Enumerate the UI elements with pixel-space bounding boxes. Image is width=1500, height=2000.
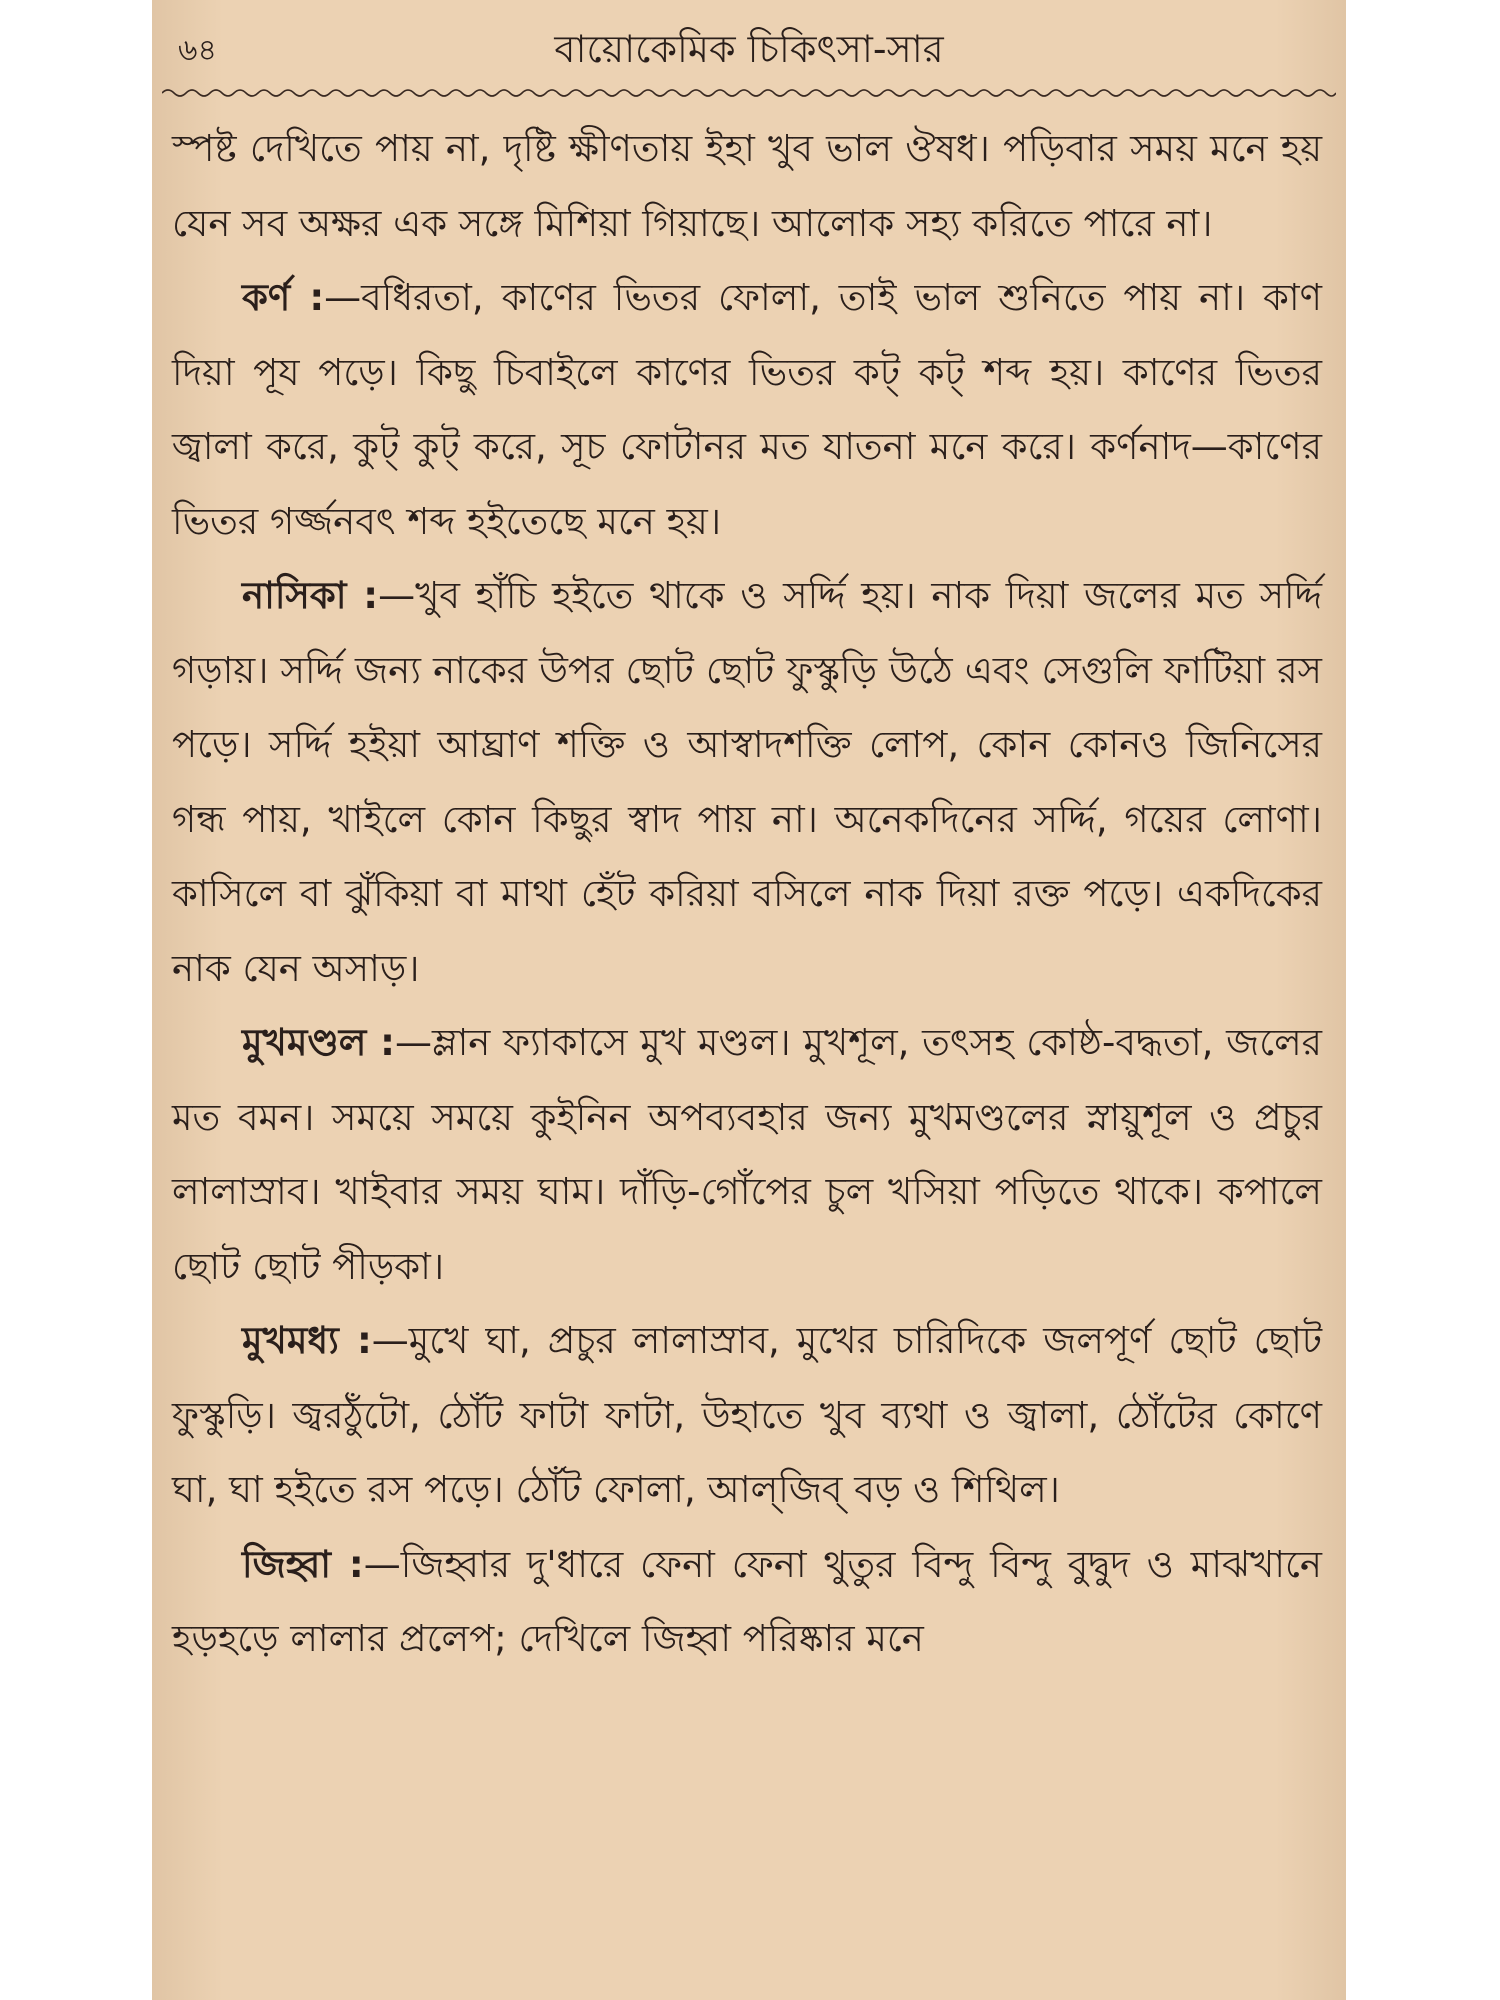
section-heading-tongue: জিহ্বা : <box>242 1542 364 1586</box>
page-body <box>172 112 1322 1677</box>
section-heading-ear: কর্ণ : <box>242 276 325 319</box>
paragraph-text: স্পষ্ট দেখিতে পায় না, দৃষ্টি ক্ষীণতায় ইহা খুব ভাল ঔষধ। পড়িবার সময় মনে হয় যেন সব অক্ষর এক সঙ্গে মিশিয়া গিয়াছে। আলোক সহ্য করিতে পারে না। <box>172 127 1322 245</box>
running-title: বায়োকেমিক চিকিৎসা-সার <box>554 27 944 71</box>
section-heading-nose: নাসিকা : <box>242 574 379 617</box>
paragraph-ear <box>172 261 1322 559</box>
paragraph-text: —খুব হাঁচি হইতে থাকে ও সর্দ্দি হয়। নাক দিয়া জলের মত সর্দ্দি গড়ায়। সর্দ্দি জন্য নাকের উপর ছোট ছোট ফুস্কুড়ি উঠে এবং সেগুলি ফাটিয়া রস পড়ে। সর্দ্দি হইয়া আঘ্রাণ শক্তি ও আস্বাদশক্তি লোপ, কোন কোনও জিনিসের গন্ধ পায়, খাইলে কোন কিছুর স্বাদ পায় না। অনেকদিনের সর্দ্দি, গয়ের লোণা। কাসিলে বা ঝুঁকিয়া বা মাথা হেঁট করিয়া বসিলে নাক দিয়া রক্ত পড়ে। একদিকের নাক যেন অসাড়। <box>172 574 1323 990</box>
paragraph-text: —ম্লান ফ্যাকাসে মুখ মণ্ডল। মুখশূল, তৎসহ কোষ্ঠ-বদ্ধতা, জলের মত বমন। সময়ে সময়ে কুইনিন অপব্যবহার জন্য মুখমণ্ডলের স্নায়ুশূল ও প্রচুর লালাস্রাব। খাইবার সময় ঘাম। দাঁড়ি-গোঁপের চুল খসিয়া পড়িতে থাকে। কপালে ছোট ছোট পীড়কা। <box>172 1021 1322 1288</box>
page-number: ৬৪ <box>178 33 217 68</box>
paragraph-nose <box>172 559 1322 1006</box>
paragraph-tongue <box>172 1528 1322 1677</box>
paragraph-text: —বধিরতা, কাণের ভিতর ফোলা, তাই ভাল শুনিতে পায় না। কাণ দিয়া পূয পড়ে। কিছু চিবাইলে কাণের ভিতর কট্ কট্ শব্দ হয়। কাণের ভিতর জ্বালা করে, কুট্ কুট্ করে, সূচ ফোটানর মত যাতনা মনে করে। কর্ণনাদ—কাণের ভিতর গর্জ্জনবৎ শব্দ হইতেছে মনে হয়। <box>172 276 1323 543</box>
book-page <box>152 0 1346 2000</box>
section-heading-face: মুখমণ্ডল : <box>242 1021 395 1064</box>
page-header <box>152 14 1346 74</box>
wavy-divider <box>162 86 1336 100</box>
section-heading-mouth: মুখমধ্য : <box>242 1319 372 1362</box>
paragraph-mouth <box>172 1304 1322 1528</box>
paragraph-text: —জিহ্বার দু'ধারে ফেনা ফেনা থুতুর বিন্দু বিন্দু বুদ্বুদ ও মাঝখানে হড়হড়ে লালার প্রলেপ; দেখিলে জিহ্বা পরিষ্কার মনে <box>172 1542 1322 1660</box>
paragraph-text: —মুখে ঘা, প্রচুর লালাস্রাব, মুখের চারিদিকে জলপূর্ণ ছোট ছোট ফুস্কুড়ি। জ্বরঠুঁটো, ঠোঁট ফাটা ফাটা, উহাতে খুব ব্যথা ও জ্বালা, ঠোঁটের কোণে ঘা, ঘা হইতে রস পড়ে। ঠোঁট ফোলা, আল্‌জিব্ বড় ও শিথিল। <box>172 1319 1322 1511</box>
paragraph-continuation <box>172 112 1322 261</box>
paragraph-face <box>172 1006 1322 1304</box>
